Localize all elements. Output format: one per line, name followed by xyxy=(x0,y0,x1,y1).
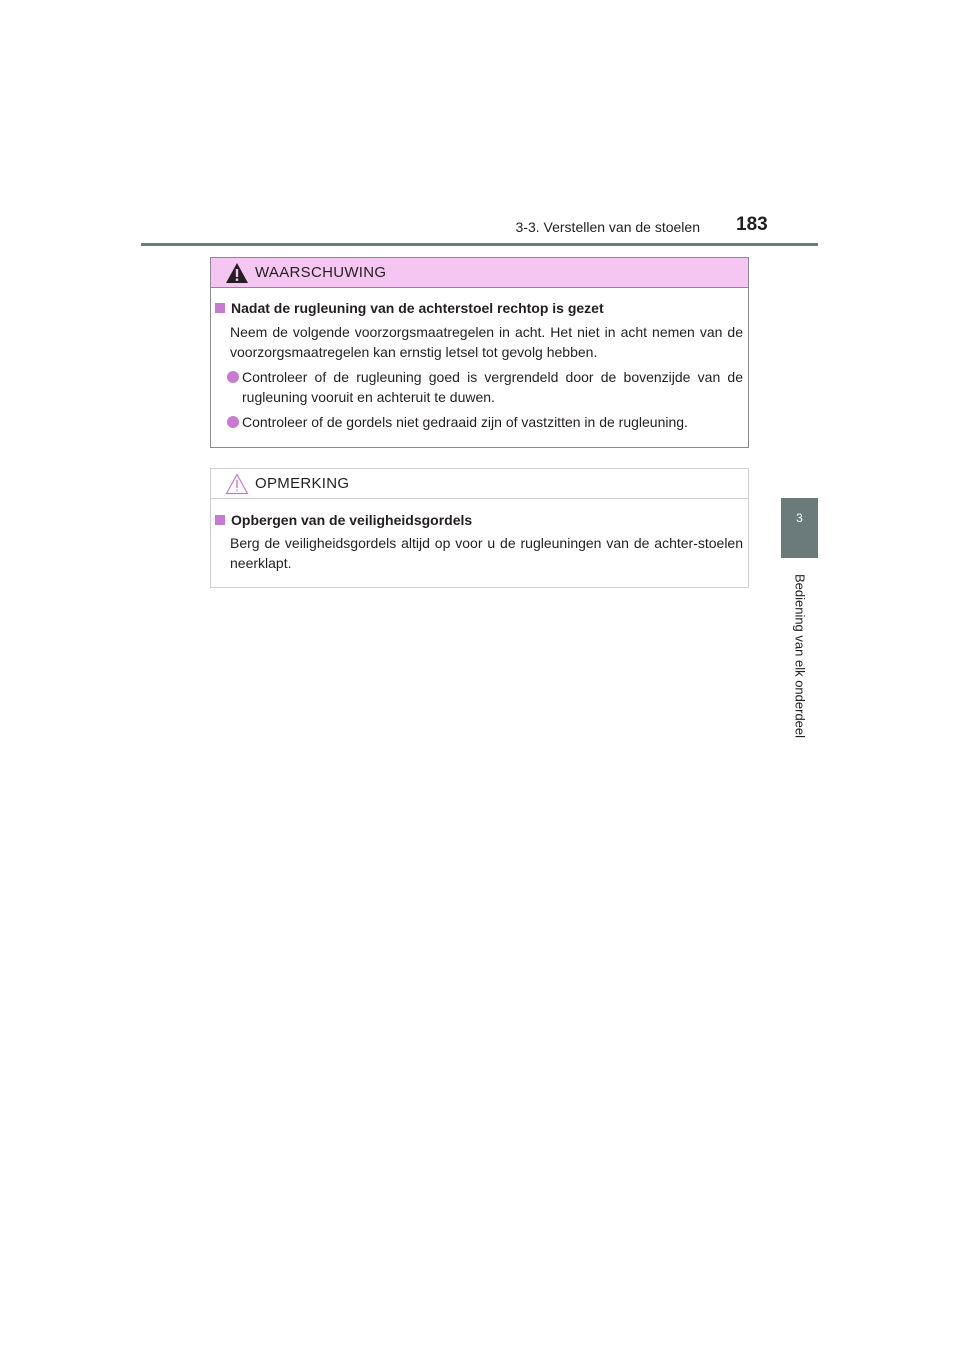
page-number: 183 xyxy=(736,214,768,235)
square-bullet-icon xyxy=(215,515,225,525)
warning-paragraph: Neem de volgende voorzorgsmaatregelen in acht. Het niet in acht nemen van de voorzorgsmaatregelen kan ernstig letsel tot gevolg hebben. xyxy=(230,324,743,360)
round-bullet-icon xyxy=(227,416,239,428)
header-rule xyxy=(141,243,818,246)
note-box xyxy=(210,468,749,588)
caution-outline-triangle-icon xyxy=(225,473,249,495)
chapter-number: 3 xyxy=(796,511,803,525)
round-bullet-icon xyxy=(227,371,239,383)
square-bullet-icon xyxy=(215,303,225,313)
warning-bullet-2-text: Controleer of de gordels niet gedraaid zijn of vastzitten in de rugleuning. xyxy=(242,414,688,430)
note-title: OPMERKING xyxy=(255,475,350,492)
warning-bullet-1 xyxy=(227,367,743,407)
note-heading-text: Opbergen van de veiligheidsgordels xyxy=(231,512,473,528)
warning-filled-triangle-icon xyxy=(225,262,249,284)
header-section-title: 3-3. Verstellen van de stoelen xyxy=(515,219,700,235)
chapter-tab xyxy=(781,498,818,558)
note-heading xyxy=(215,512,472,528)
warning-heading-text: Nadat de rugleuning van de achterstoel rechtop is gezet xyxy=(231,300,604,316)
note-paragraph: Berg de veiligheidsgordels altijd op voor u de rugleuningen van de achter-stoelen neerklapt. xyxy=(230,535,743,571)
warning-bullet-2 xyxy=(227,412,743,432)
warning-bullet-1-text: Controleer of de rugleuning goed is vergrendeld door de bovenzijde van de rugleuning vooruit en achteruit te duwen. xyxy=(242,369,743,405)
warning-title: WAARSCHUWING xyxy=(255,264,387,281)
warning-box xyxy=(210,257,749,448)
warning-heading xyxy=(215,300,604,316)
chapter-label: Bediening van elk onderdeel xyxy=(792,573,808,739)
note-header xyxy=(211,469,748,499)
warning-header xyxy=(211,258,748,288)
